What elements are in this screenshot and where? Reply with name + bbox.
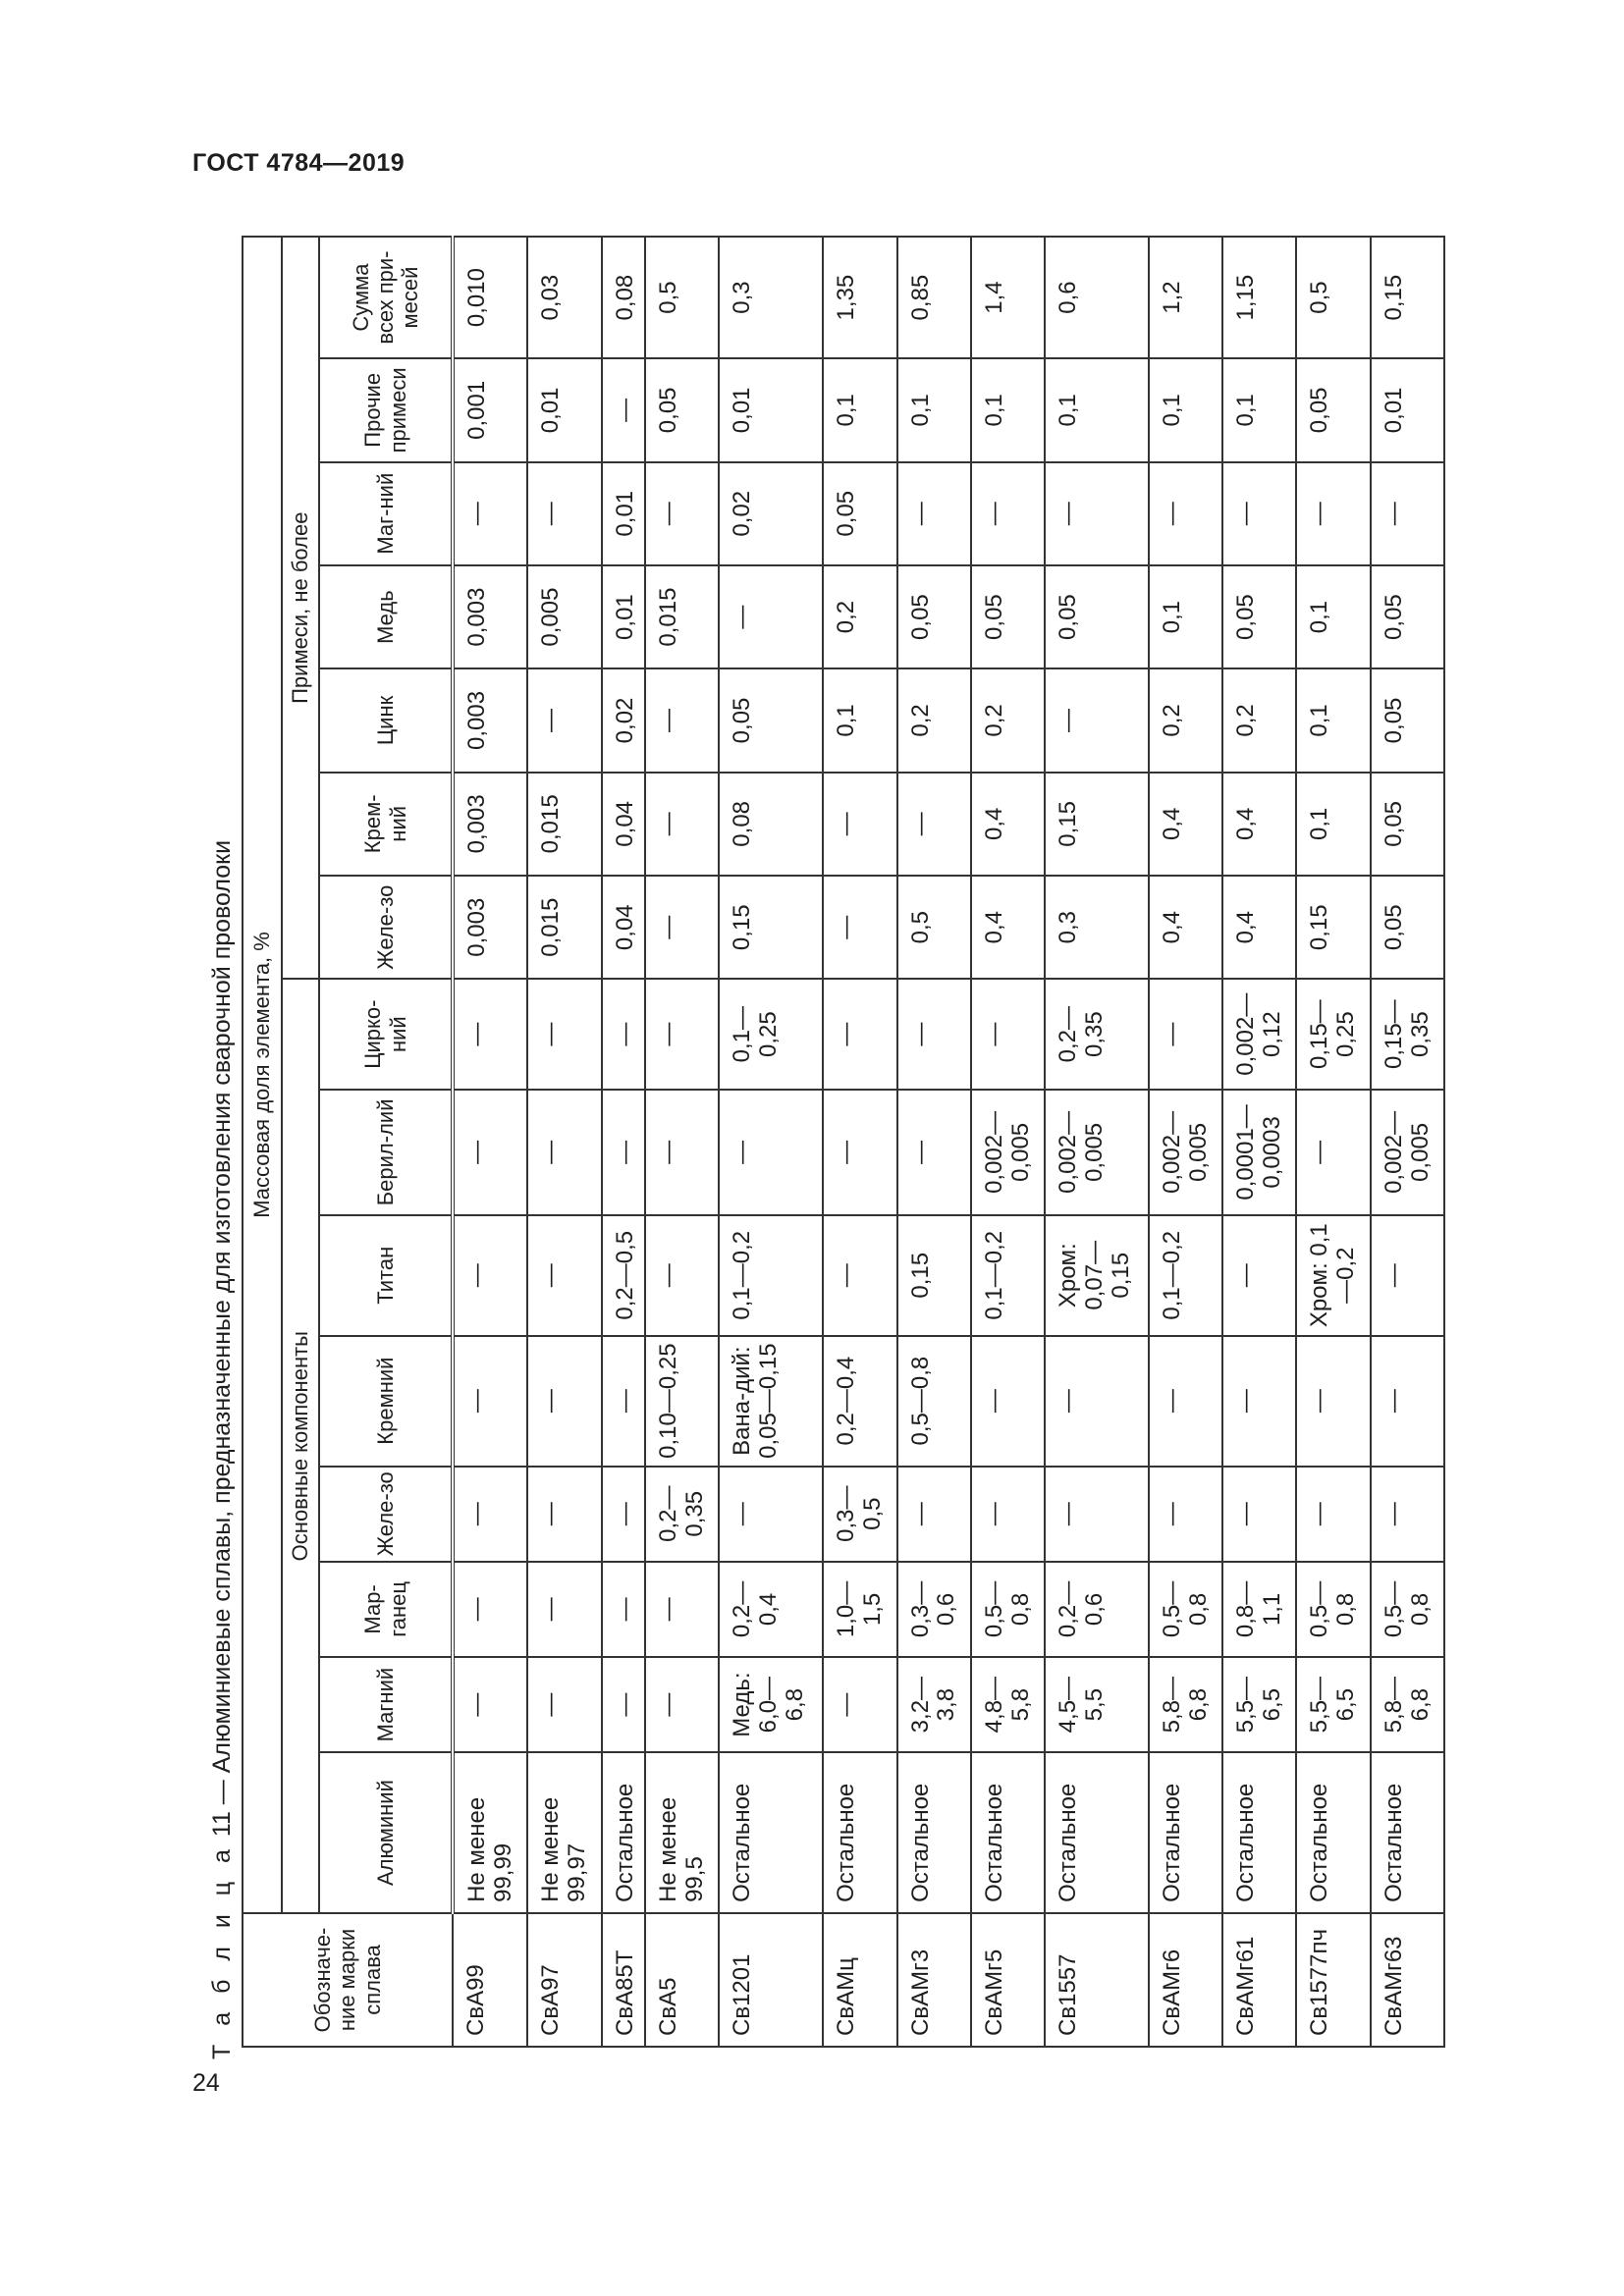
table-row — [823, 237, 896, 2047]
table-caption-label: Т а б л и ц а — [208, 1843, 236, 2059]
rotated-table-area — [202, 224, 1459, 2059]
table-cell: 0,2 — [1222, 668, 1296, 772]
table-head — [243, 237, 453, 2047]
table-cell: — — [1296, 1090, 1370, 1215]
impurity-header: Маг-ний — [319, 462, 453, 565]
table-cell: 0,2 — [897, 668, 971, 772]
table-cell: — — [823, 773, 896, 876]
table-cell: — — [719, 1467, 823, 1562]
table-caption — [208, 840, 237, 2059]
table-body — [453, 237, 1444, 2047]
table-cell: — — [602, 979, 645, 1090]
table-cell: — — [1222, 1215, 1296, 1336]
table-row — [897, 237, 971, 2047]
table-cell: 0,8—1,1 — [1222, 1562, 1296, 1657]
table-cell: — — [645, 876, 719, 979]
table-row — [1149, 237, 1222, 2047]
table-cell: — — [1149, 1467, 1222, 1562]
table-cell: 0,1—0,25 — [719, 979, 823, 1090]
table-cell: 0,5—0,8 — [1296, 1562, 1370, 1657]
table-cell: — — [645, 462, 719, 565]
table-cell: Хром: 0,07—0,15 — [1045, 1215, 1149, 1336]
main-component-header: Алюминий — [319, 1752, 453, 1913]
table-cell: 0,15 — [1371, 237, 1444, 358]
table-cell: — — [527, 1657, 601, 1752]
table-cell: 0,05 — [1045, 565, 1149, 668]
table-cell: — — [897, 462, 971, 565]
table-cell: Остальное — [1222, 1752, 1296, 1913]
table-cell: 0,003 — [453, 876, 527, 979]
table-cell: — — [527, 1336, 601, 1467]
mass-fraction-header: Массовая доля элемента, % — [243, 237, 282, 1913]
table-cell: Медь: 6,0—6,8 — [719, 1657, 823, 1752]
table-cell: 0,5—0,8 — [897, 1336, 971, 1467]
table-row — [971, 237, 1045, 2047]
table-cell: — — [1149, 1336, 1222, 1467]
alloy-designation: СвА97 — [527, 1913, 601, 2047]
table-cell: Остальное — [719, 1752, 823, 1913]
table-cell: Остальное — [1296, 1752, 1370, 1913]
impurity-header: Прочие примеси — [319, 358, 453, 461]
table-cell: — — [823, 876, 896, 979]
table-row — [1296, 237, 1370, 2047]
alloy-table — [242, 236, 1445, 2048]
main-component-header: Цирко-ний — [319, 979, 453, 1090]
main-component-header: Мар-ганец — [319, 1562, 453, 1657]
table-cell: 0,15 — [719, 876, 823, 979]
table-cell: 0,1 — [971, 358, 1045, 461]
table-cell: 0,002—0,005 — [971, 1090, 1045, 1215]
table-cell: — — [1222, 1336, 1296, 1467]
table-cell: Остальное — [1371, 1752, 1444, 1913]
table-cell: Остальное — [1149, 1752, 1222, 1913]
table-cell: — — [527, 1562, 601, 1657]
table-cell: 0,1—0,2 — [719, 1215, 823, 1336]
table-cell: 0,85 — [897, 237, 971, 358]
table-cell: 0,2—0,5 — [602, 1215, 645, 1336]
table-cell: 0,002—0,12 — [1222, 979, 1296, 1090]
table-cell: — — [823, 1215, 896, 1336]
table-cell: 0,3—0,6 — [897, 1562, 971, 1657]
table-cell: — — [453, 979, 527, 1090]
table-cell: 0,05 — [897, 565, 971, 668]
table-cell: — — [645, 1657, 719, 1752]
table-cell: — — [971, 1467, 1045, 1562]
table-cell: 0,05 — [971, 565, 1045, 668]
table-cell: 0,3 — [1045, 876, 1149, 979]
table-cell: — — [453, 1215, 527, 1336]
table-cell: 0,3 — [719, 237, 823, 358]
table-cell: 1,35 — [823, 237, 896, 358]
table-cell: 0,05 — [719, 668, 823, 772]
table-cell: 0,0001—0,0003 — [1222, 1090, 1296, 1215]
table-cell: Не менее 99,5 — [645, 1752, 719, 1913]
table-cell: — — [645, 1090, 719, 1215]
table-cell: — — [1296, 1336, 1370, 1467]
table-cell: 0,2 — [823, 565, 896, 668]
table-cell: 5,8—6,8 — [1371, 1657, 1444, 1752]
table-cell: Не менее 99,97 — [527, 1752, 601, 1913]
alloy-designation: СвАМг63 — [1371, 1913, 1444, 2047]
table-cell: — — [1371, 462, 1444, 565]
table-cell: 1,15 — [1222, 237, 1296, 358]
table-cell: 0,4 — [1222, 876, 1296, 979]
table-cell: — — [602, 1562, 645, 1657]
table-cell: — — [971, 979, 1045, 1090]
table-cell: 1,4 — [971, 237, 1045, 358]
table-cell: — — [527, 1090, 601, 1215]
table-cell: 0,1 — [1149, 358, 1222, 461]
table-cell: Не менее 99,99 — [453, 1752, 527, 1913]
table-cell: 0,5 — [645, 237, 719, 358]
table-cell: 0,05 — [1371, 773, 1444, 876]
table-cell: 0,05 — [645, 358, 719, 461]
table-caption-text: 11 — Алюминиевые сплавы, предназначенные для изготовления сварочной проволоки — [208, 839, 236, 1844]
table-cell: 0,01 — [719, 358, 823, 461]
table-cell: — — [527, 1215, 601, 1336]
table-cell: 4,5—5,5 — [1045, 1657, 1149, 1752]
table-cell: 0,2—0,4 — [719, 1562, 823, 1657]
table-cell: 0,003 — [453, 773, 527, 876]
table-cell: 0,2—0,6 — [1045, 1562, 1149, 1657]
table-cell: — — [1296, 462, 1370, 565]
impurity-header: Сумма всех при-месей — [319, 237, 453, 358]
main-component-header: Желе-зо — [319, 1467, 453, 1562]
table-cell: 0,2 — [1149, 668, 1222, 772]
table-cell: 0,04 — [602, 876, 645, 979]
table-row — [1222, 237, 1296, 2047]
table-cell: Вана-дий: 0,05—0,15 — [719, 1336, 823, 1467]
table-cell: — — [823, 1090, 896, 1215]
alloy-designation: СвАМг6 — [1149, 1913, 1222, 2047]
table-cell: 0,1 — [1222, 358, 1296, 461]
table-cell: — — [897, 1467, 971, 1562]
table-cell: 0,015 — [527, 773, 601, 876]
table-cell: 0,1 — [1045, 358, 1149, 461]
alloy-designation: СвАМг5 — [971, 1913, 1045, 2047]
table-cell: — — [719, 565, 823, 668]
table-cell: 0,15 — [1045, 773, 1149, 876]
table-cell: — — [602, 358, 645, 461]
table-cell: 0,15—0,25 — [1296, 979, 1370, 1090]
impurity-header: Цинк — [319, 668, 453, 772]
table-cell: 0,1 — [1296, 773, 1370, 876]
main-components-header: Основные компоненты — [282, 979, 319, 1913]
table-cell: 0,05 — [1371, 876, 1444, 979]
table-cell: — — [645, 1215, 719, 1336]
table-cell: 0,5—0,8 — [1371, 1562, 1444, 1657]
alloy-designation: СвА5 — [645, 1913, 719, 2047]
table-cell: — — [453, 1467, 527, 1562]
table-cell: 0,01 — [527, 358, 601, 461]
alloy-designation: СвАМг61 — [1222, 1913, 1296, 2047]
table-cell: Остальное — [823, 1752, 896, 1913]
table-cell: 1,2 — [1149, 237, 1222, 358]
table-cell: — — [1045, 1336, 1149, 1467]
main-component-header: Берил-лий — [319, 1090, 453, 1215]
table-cell: 0,015 — [645, 565, 719, 668]
table-cell: 0,01 — [602, 462, 645, 565]
table-cell: 0,03 — [527, 237, 601, 358]
table-cell: — — [602, 1467, 645, 1562]
table-cell: 0,010 — [453, 237, 527, 358]
table-cell: 0,02 — [719, 462, 823, 565]
table-cell: 0,01 — [602, 565, 645, 668]
table-cell: — — [527, 668, 601, 772]
table-cell: 0,05 — [1222, 565, 1296, 668]
table-cell: — — [1371, 1336, 1444, 1467]
table-cell: Остальное — [602, 1752, 645, 1913]
table-cell: 0,5 — [1296, 237, 1370, 358]
table-cell: 0,4 — [1222, 773, 1296, 876]
table-row — [1371, 237, 1444, 2047]
table-cell: — — [1045, 462, 1149, 565]
table-cell: 0,1 — [1296, 668, 1370, 772]
impurity-header: Крем-ний — [319, 773, 453, 876]
table-cell: 0,1 — [1149, 565, 1222, 668]
table-row — [602, 237, 645, 2047]
table-cell: 0,002—0,005 — [1371, 1090, 1444, 1215]
table-cell: 0,15—0,35 — [1371, 979, 1444, 1090]
alloy-designation: СвА99 — [453, 1913, 527, 2047]
table-cell: 0,4 — [971, 773, 1045, 876]
table-cell: 0,002—0,005 — [1045, 1090, 1149, 1215]
table-cell: 0,04 — [602, 773, 645, 876]
table-cell: 0,1 — [823, 358, 896, 461]
table-cell: 0,3—0,5 — [823, 1467, 896, 1562]
table-cell: — — [1296, 1467, 1370, 1562]
table-cell: 1,0—1,5 — [823, 1562, 896, 1657]
table-cell: 0,05 — [1371, 668, 1444, 772]
alloy-designation: СвА85Т — [602, 1913, 645, 2047]
table-cell: — — [971, 462, 1045, 565]
table-cell: 0,005 — [527, 565, 601, 668]
main-component-header: Магний — [319, 1657, 453, 1752]
page-number: 24 — [192, 2069, 220, 2097]
table-cell: 0,5—0,8 — [1149, 1562, 1222, 1657]
table-cell: 0,15 — [1296, 876, 1370, 979]
table-cell: — — [1371, 1215, 1444, 1336]
table-cell: 0,2—0,35 — [1045, 979, 1149, 1090]
table-cell: Остальное — [1045, 1752, 1149, 1913]
alloy-designation: Св1201 — [719, 1913, 823, 2047]
table-cell: 0,10—0,25 — [645, 1336, 719, 1467]
table-cell: — — [645, 1562, 719, 1657]
table-cell: — — [602, 1336, 645, 1467]
table-cell: 0,08 — [602, 237, 645, 358]
table-cell: — — [527, 462, 601, 565]
table-cell: 0,1—0,2 — [1149, 1215, 1222, 1336]
table-cell: — — [1222, 462, 1296, 565]
table-cell: — — [602, 1090, 645, 1215]
table-cell: — — [823, 979, 896, 1090]
table-cell: — — [645, 979, 719, 1090]
table-cell: — — [527, 979, 601, 1090]
table-cell: Остальное — [897, 1752, 971, 1913]
table-cell: 3,2—3,8 — [897, 1657, 971, 1752]
table-cell: 5,5—6,5 — [1296, 1657, 1370, 1752]
impurity-header: Медь — [319, 565, 453, 668]
table-cell: — — [1149, 462, 1222, 565]
table-cell: 0,2—0,35 — [645, 1467, 719, 1562]
main-component-header: Титан — [319, 1215, 453, 1336]
table-cell: 0,5—0,8 — [971, 1562, 1045, 1657]
table-cell: 0,1 — [897, 358, 971, 461]
table-cell: — — [453, 1562, 527, 1657]
table-cell: 0,02 — [602, 668, 645, 772]
table-cell: 0,1 — [823, 668, 896, 772]
impurity-header: Желе-зо — [319, 876, 453, 979]
table-cell: — — [897, 773, 971, 876]
table-cell: — — [1149, 979, 1222, 1090]
table-row — [1045, 237, 1149, 2047]
table-cell: — — [453, 1657, 527, 1752]
table-cell: 0,2—0,4 — [823, 1336, 896, 1467]
table-cell: — — [1045, 668, 1149, 772]
table-cell: — — [897, 979, 971, 1090]
table-cell: — — [645, 773, 719, 876]
table-cell: — — [1045, 1467, 1149, 1562]
table-cell: 0,6 — [1045, 237, 1149, 358]
alloy-designation: Св1577пч — [1296, 1913, 1370, 2047]
impurities-header: Примеси, не более — [282, 237, 319, 979]
document-header: ГОСТ 4784—2019 — [192, 149, 406, 177]
main-component-header: Кремний — [319, 1336, 453, 1467]
table-cell: 5,8—6,8 — [1149, 1657, 1222, 1752]
table-row — [719, 237, 823, 2047]
table-cell: 0,001 — [453, 358, 527, 461]
table-row — [453, 237, 527, 2047]
table-cell: — — [719, 1090, 823, 1215]
table-cell: Остальное — [971, 1752, 1045, 1913]
table-cell: 0,01 — [1371, 358, 1444, 461]
table-row — [645, 237, 719, 2047]
table-cell: 0,002—0,005 — [1149, 1090, 1222, 1215]
table-cell: — — [823, 1657, 896, 1752]
table-cell: — — [453, 462, 527, 565]
table-cell: 0,05 — [1296, 358, 1370, 461]
table-cell: 0,08 — [719, 773, 823, 876]
table-cell: 0,015 — [527, 876, 601, 979]
table-cell: 0,003 — [453, 668, 527, 772]
table-cell: — — [645, 668, 719, 772]
designation-header: Обозначе-ние марки сплава — [243, 1913, 453, 2047]
table-cell: 5,5—6,5 — [1222, 1657, 1296, 1752]
alloy-designation: Св1557 — [1045, 1913, 1149, 2047]
table-cell: 0,4 — [1149, 773, 1222, 876]
table-cell: — — [453, 1336, 527, 1467]
table-cell: 0,4 — [1149, 876, 1222, 979]
alloy-designation: СвАМг3 — [897, 1913, 971, 2047]
table-cell: 4,8—5,8 — [971, 1657, 1045, 1752]
table-cell: 0,2 — [971, 668, 1045, 772]
table-cell: — — [602, 1657, 645, 1752]
table-cell: — — [897, 1090, 971, 1215]
table-cell: 0,1—0,2 — [971, 1215, 1045, 1336]
table-cell: 0,5 — [897, 876, 971, 979]
table-cell: 0,05 — [1371, 565, 1444, 668]
table-cell: 0,15 — [897, 1215, 971, 1336]
alloy-designation: СвАМц — [823, 1913, 896, 2047]
table-cell: 0,003 — [453, 565, 527, 668]
table-cell: — — [971, 1336, 1045, 1467]
table-cell: 0,1 — [1296, 565, 1370, 668]
table-row — [527, 237, 601, 2047]
table-cell: — — [1222, 1467, 1296, 1562]
table-cell: — — [453, 1090, 527, 1215]
table-cell: Хром: 0,1—0,2 — [1296, 1215, 1370, 1336]
table-cell: 0,05 — [823, 462, 896, 565]
table-cell: — — [1371, 1467, 1444, 1562]
table-cell: — — [527, 1467, 601, 1562]
table-cell: 0,4 — [971, 876, 1045, 979]
